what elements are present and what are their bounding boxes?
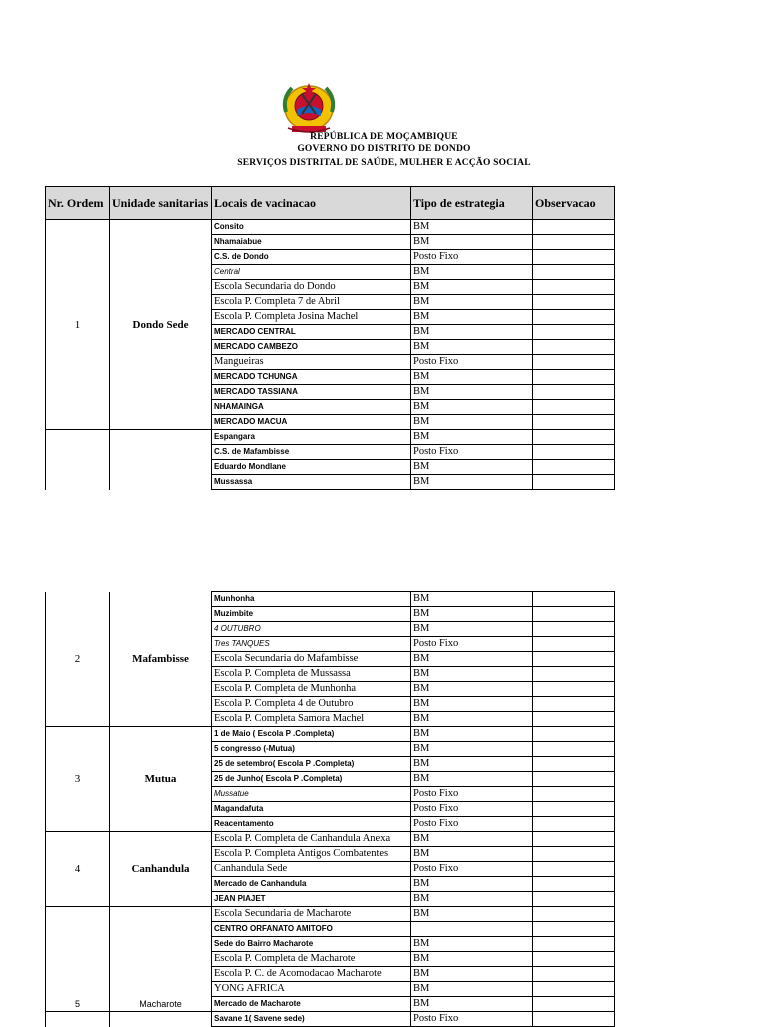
table-row [46,832,615,847]
cell-nr-ordem: 3 [46,727,110,832]
cell-observacao [533,1012,615,1027]
header-health-services: SERVIÇOS DISTRITAL DE SAÚDE, MULHER E ACÇÃO SOCIAL [237,158,531,168]
cell-observacao [533,475,615,490]
cell-local-vacinacao: 1 de Maio ( Escola P .Completa) [212,727,411,742]
cell-tipo-estrategia: BM [411,682,533,697]
cell-tipo-estrategia: BM [411,652,533,667]
vaccination-table-page2 [45,591,615,1027]
cell-local-vacinacao: Escola Secundaria do Mafambisse [212,652,411,667]
cell-nr-ordem [46,430,110,490]
cell-local-vacinacao: Mangueiras [212,355,411,370]
cell-local-vacinacao: Escola P. Completa de Mussassa [212,667,411,682]
cell-observacao [533,757,615,772]
cell-tipo-estrategia: BM [411,265,533,280]
cell-observacao [533,220,615,235]
cell-observacao [533,862,615,877]
cell-observacao [533,937,615,952]
cell-unidade-sanitaria: Mafambisse [110,592,212,727]
cell-tipo-estrategia: BM [411,370,533,385]
cell-observacao [533,385,615,400]
cell-local-vacinacao: Sede do Bairro Macharote [212,937,411,952]
col-header-unidade: Unidade sanitarias [110,187,212,220]
cell-tipo-estrategia: BM [411,667,533,682]
header-republic: REPÚBLICA DE MOÇAMBIQUE [310,132,458,142]
cell-local-vacinacao: Mercado de Canhandula [212,877,411,892]
cell-local-vacinacao: Tres TANQUES [212,637,411,652]
cell-tipo-estrategia: BM [411,400,533,415]
cell-observacao [533,832,615,847]
cell-local-vacinacao: 5 congresso (-Mutua) [212,742,411,757]
cell-nr-ordem: 5 [46,907,110,1012]
cell-local-vacinacao: Nhamaiabue [212,235,411,250]
cell-local-vacinacao: MERCADO TASSIANA [212,385,411,400]
cell-observacao [533,847,615,862]
cell-tipo-estrategia: Posto Fixo [411,862,533,877]
cell-observacao [533,280,615,295]
cell-observacao [533,892,615,907]
cell-unidade-sanitaria: Macharote [110,907,212,1012]
table-row [46,220,615,235]
cell-observacao [533,325,615,340]
cell-observacao [533,682,615,697]
cell-observacao [533,607,615,622]
cell-observacao [533,697,615,712]
cell-observacao [533,592,615,607]
cell-observacao [533,445,615,460]
cell-local-vacinacao: MERCADO CAMBEZO [212,340,411,355]
cell-tipo-estrategia: Posto Fixo [411,445,533,460]
cell-tipo-estrategia: BM [411,967,533,982]
cell-tipo-estrategia: Posto Fixo [411,787,533,802]
cell-unidade-sanitaria [110,1012,212,1027]
cell-observacao [533,652,615,667]
cell-tipo-estrategia: Posto Fixo [411,817,533,832]
cell-local-vacinacao: Savane 1( Savene sede) [212,1012,411,1027]
cell-local-vacinacao: C.S. de Dondo [212,250,411,265]
cell-tipo-estrategia: BM [411,280,533,295]
cell-tipo-estrategia: BM [411,220,533,235]
table-row [46,1012,615,1027]
cell-observacao [533,877,615,892]
cell-local-vacinacao: JEAN PIAJET [212,892,411,907]
cell-local-vacinacao: YONG AFRICA [212,982,411,997]
cell-observacao [533,742,615,757]
cell-nr-ordem: 2 [46,592,110,727]
cell-tipo-estrategia: BM [411,622,533,637]
cell-tipo-estrategia: Posto Fixo [411,355,533,370]
vaccination-table-page1 [45,186,615,490]
cell-local-vacinacao: Reacentamento [212,817,411,832]
cell-local-vacinacao: Escola P. Completa de Canhandula Anexa [212,832,411,847]
cell-tipo-estrategia: BM [411,847,533,862]
cell-tipo-estrategia: BM [411,235,533,250]
header-government: GOVERNO DO DISTRITO DE DONDO [297,144,471,154]
cell-observacao [533,310,615,325]
cell-local-vacinacao: Mussassa [212,475,411,490]
cell-tipo-estrategia: BM [411,907,533,922]
cell-observacao [533,295,615,310]
col-header-observacao: Observacao [533,187,615,220]
cell-observacao [533,667,615,682]
cell-tipo-estrategia: BM [411,892,533,907]
cell-observacao [533,460,615,475]
cell-local-vacinacao: MERCADO TCHUNGA [212,370,411,385]
cell-local-vacinacao: Espangara [212,430,411,445]
cell-tipo-estrategia: Posto Fixo [411,250,533,265]
cell-observacao [533,340,615,355]
cell-tipo-estrategia: BM [411,592,533,607]
cell-local-vacinacao: Muzimbite [212,607,411,622]
cell-local-vacinacao: 25 de Junho( Escola P .Completa) [212,772,411,787]
cell-unidade-sanitaria: Mutua [110,727,212,832]
cell-tipo-estrategia: BM [411,937,533,952]
cell-observacao [533,622,615,637]
cell-tipo-estrategia: BM [411,430,533,445]
table-row [46,592,615,607]
cell-observacao [533,967,615,982]
cell-local-vacinacao: Escola P. Completa Antigos Combatentes [212,847,411,862]
cell-unidade-sanitaria: Dondo Sede [110,220,212,430]
cell-local-vacinacao: MERCADO CENTRAL [212,325,411,340]
cell-observacao [533,817,615,832]
cell-tipo-estrategia: Posto Fixo [411,802,533,817]
cell-tipo-estrategia: BM [411,607,533,622]
cell-observacao [533,802,615,817]
cell-local-vacinacao: MERCADO MACUA [212,415,411,430]
cell-tipo-estrategia: BM [411,877,533,892]
table-row [46,727,615,742]
cell-local-vacinacao: Escola P. Completa 7 de Abril [212,295,411,310]
cell-tipo-estrategia: Posto Fixo [411,637,533,652]
cell-tipo-estrategia: BM [411,952,533,967]
col-header-locais: Locais de vacinacao [212,187,411,220]
cell-observacao [533,772,615,787]
cell-local-vacinacao: Escola P. Completa de Macharote [212,952,411,967]
cell-local-vacinacao: NHAMAINGA [212,400,411,415]
cell-observacao [533,922,615,937]
cell-tipo-estrategia: BM [411,385,533,400]
cell-observacao [533,415,615,430]
cell-tipo-estrategia: Posto Fixo [411,1012,533,1027]
cell-local-vacinacao: Escola P. Completa Josina Machel [212,310,411,325]
cell-local-vacinacao: Canhandula Sede [212,862,411,877]
cell-local-vacinacao: Escola P. Completa 4 de Outubro [212,697,411,712]
cell-observacao [533,982,615,997]
cell-local-vacinacao: Mercado de Macharote [212,997,411,1012]
cell-tipo-estrategia: BM [411,475,533,490]
cell-observacao [533,952,615,967]
cell-observacao [533,727,615,742]
cell-local-vacinacao: Escola P. Completa Samora Machel [212,712,411,727]
cell-tipo-estrategia: BM [411,997,533,1012]
cell-tipo-estrategia: BM [411,325,533,340]
cell-observacao [533,265,615,280]
cell-tipo-estrategia: BM [411,727,533,742]
col-header-tipo: Tipo de estrategia [411,187,533,220]
cell-unidade-sanitaria: Canhandula [110,832,212,907]
cell-tipo-estrategia: BM [411,742,533,757]
cell-observacao [533,370,615,385]
cell-local-vacinacao: Escola Secundaria de Macharote [212,907,411,922]
cell-observacao [533,637,615,652]
cell-tipo-estrategia: BM [411,310,533,325]
col-header-nr-ordem: Nr. Ordem [46,187,110,220]
cell-local-vacinacao: Escola P. C. de Acomodacao Macharote [212,967,411,982]
cell-local-vacinacao: 4 OUTUBRO [212,622,411,637]
cell-observacao [533,430,615,445]
cell-observacao [533,355,615,370]
cell-tipo-estrategia: BM [411,772,533,787]
cell-local-vacinacao: C.S. de Mafambisse [212,445,411,460]
cell-local-vacinacao: Magandafuta [212,802,411,817]
cell-tipo-estrategia [411,922,533,937]
cell-local-vacinacao: Escola P. Completa de Munhonha [212,682,411,697]
cell-observacao [533,907,615,922]
cell-observacao [533,997,615,1012]
cell-observacao [533,787,615,802]
cell-unidade-sanitaria [110,430,212,490]
cell-local-vacinacao: 25 de setembro( Escola P .Completa) [212,757,411,772]
cell-tipo-estrategia: BM [411,982,533,997]
cell-observacao [533,235,615,250]
table-header-row [46,187,615,220]
cell-nr-ordem: 1 [46,220,110,430]
cell-local-vacinacao: Eduardo Mondlane [212,460,411,475]
cell-tipo-estrategia: BM [411,757,533,772]
coat-of-arms-emblem [278,80,340,136]
cell-tipo-estrategia: BM [411,832,533,847]
cell-tipo-estrategia: BM [411,340,533,355]
cell-tipo-estrategia: BM [411,460,533,475]
cell-local-vacinacao: Escola Secundaria do Dondo [212,280,411,295]
cell-tipo-estrategia: BM [411,697,533,712]
cell-local-vacinacao: Munhonha [212,592,411,607]
cell-observacao [533,400,615,415]
cell-observacao [533,712,615,727]
cell-local-vacinacao: Central [212,265,411,280]
cell-observacao [533,250,615,265]
cell-local-vacinacao: Consito [212,220,411,235]
table-row [46,907,615,922]
cell-local-vacinacao: CENTRO ORFANATO AMITOFO [212,922,411,937]
table-row [46,430,615,445]
cell-tipo-estrategia: BM [411,295,533,310]
cell-nr-ordem: 4 [46,832,110,907]
cell-tipo-estrategia: BM [411,415,533,430]
cell-local-vacinacao: Mussatue [212,787,411,802]
cell-nr-ordem [46,1012,110,1027]
cell-tipo-estrategia: BM [411,712,533,727]
